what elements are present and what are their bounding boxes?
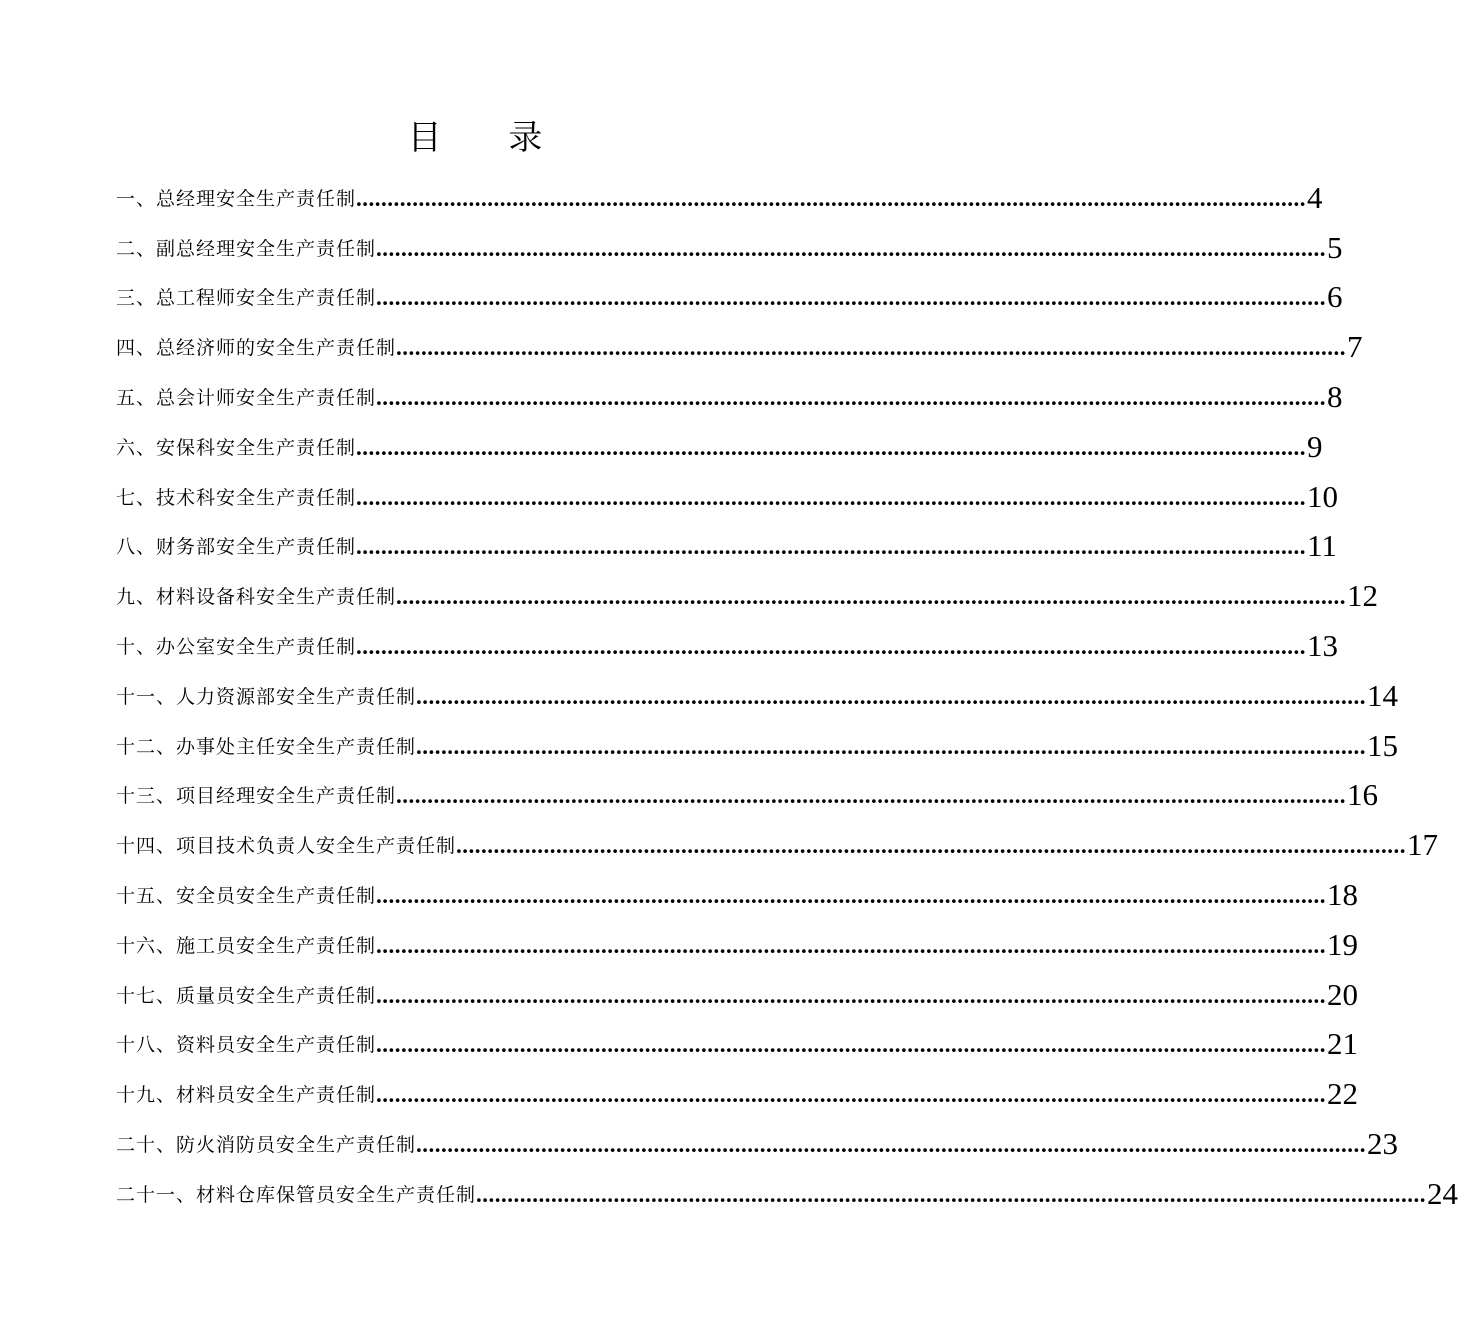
toc-entry-label: 二、副总经理安全生产责任制 [116,237,377,260]
toc-page-number: 18 [1327,876,1359,912]
toc-page-number: 5 [1327,229,1343,265]
toc-entry-label: 十三、项目经理安全生产责任制 [116,785,397,808]
toc-dot-leader: ........................................................................................................................................................ [416,733,1367,759]
toc-dot-leader: ........................................................................................................................................................ [376,1032,1327,1058]
toc-dot-leader: ........................................................................................................................................................ [356,185,1307,211]
toc-dot-leader: ........................................................................................................................................................ [356,633,1307,659]
toc-entry[interactable] [116,664,1399,714]
toc-page-number: 19 [1327,926,1359,962]
toc-page-number: 24 [1427,1175,1458,1211]
toc-entry-label: 八、财务部安全生产责任制 [116,536,357,559]
toc-entry-label: 三、总工程师安全生产责任制 [116,287,377,310]
toc-page-number: 17 [1407,827,1439,863]
toc-entry[interactable] [116,315,1363,365]
toc-dot-leader: ........................................................................................................................................................ [356,434,1307,460]
toc-dot-leader: ........................................................................................................................................................ [376,982,1327,1008]
toc-entry-label: 五、总会计师安全生产责任制 [116,386,377,409]
toc-page-number: 10 [1307,478,1339,514]
toc-page-number: 20 [1327,976,1359,1012]
toc-page-number: 6 [1327,279,1343,315]
toc-dot-leader: ........................................................................................................................................................ [356,534,1307,560]
toc-page-number: 14 [1367,677,1399,713]
toc-entry[interactable] [116,913,1359,963]
toc-entry-label: 九、材料设备科安全生产责任制 [116,586,397,609]
toc-title: 目 录 [407,118,571,158]
toc-dot-leader: ........................................................................................................................................................ [376,384,1327,410]
toc-dot-leader: ........................................................................................................................................................ [476,1181,1427,1207]
toc-entry[interactable] [116,166,1323,216]
toc-entry-label: 十七、质量员安全生产责任制 [116,984,377,1007]
toc-entry[interactable] [116,1112,1399,1162]
toc-dot-leader: ........................................................................................................................................................ [376,1082,1327,1108]
toc-entry-label: 一、总经理安全生产责任制 [116,187,357,210]
toc-entry[interactable] [116,216,1343,266]
toc-page-number: 12 [1347,578,1379,614]
toc-entry-label: 四、总经济师的安全生产责任制 [116,337,397,360]
toc-entry[interactable] [116,963,1359,1013]
toc-entry[interactable] [116,266,1343,316]
toc-entry[interactable] [116,863,1359,913]
toc-entry-label: 二十、防火消防员安全生产责任制 [116,1133,417,1156]
toc-entry-label: 十二、办事处主任安全生产责任制 [116,735,417,758]
toc-dot-leader: ........................................................................................................................................................ [416,1131,1367,1157]
toc-entry[interactable] [116,515,1337,565]
toc-entry-label: 六、安保科安全生产责任制 [116,436,357,459]
toc-page-number: 22 [1327,1076,1359,1112]
toc-entry[interactable] [116,564,1379,614]
toc-page-number: 21 [1327,1026,1359,1062]
toc-dot-leader: ........................................................................................................................................................ [376,235,1327,261]
toc-dot-leader: ........................................................................................................................................................ [356,484,1307,510]
toc-dot-leader: ........................................................................................................................................................ [396,335,1347,361]
toc-list [116,166,1458,1212]
toc-page-number: 16 [1347,777,1379,813]
toc-page-number: 15 [1367,727,1399,763]
toc-entry[interactable] [116,614,1339,664]
toc-page-number: 11 [1307,528,1337,564]
toc-entry[interactable] [116,365,1343,415]
toc-page-number: 4 [1307,179,1323,215]
toc-dot-leader: ........................................................................................................................................................ [416,683,1367,709]
toc-dot-leader: ........................................................................................................................................................ [396,584,1347,610]
toc-entry-label: 十、办公室安全生产责任制 [116,635,357,658]
toc-entry-label: 十四、项目技术负责人安全生产责任制 [116,835,457,858]
toc-page-number: 9 [1307,428,1323,464]
toc-dot-leader: ........................................................................................................................................................ [376,932,1327,958]
toc-entry[interactable] [116,1162,1458,1212]
toc-dot-leader: ........................................................................................................................................................ [396,783,1347,809]
toc-entry[interactable] [116,764,1379,814]
toc-entry-label: 十一、人力资源部安全生产责任制 [116,685,417,708]
toc-dot-leader: ........................................................................................................................................................ [376,285,1327,311]
toc-entry-label: 十五、安全员安全生产责任制 [116,884,377,907]
toc-entry[interactable] [116,1013,1359,1063]
toc-dot-leader: ........................................................................................................................................................ [456,833,1407,859]
toc-entry-label: 二十一、材料仓库保管员安全生产责任制 [116,1183,477,1206]
toc-entry-label: 十九、材料员安全生产责任制 [116,1084,377,1107]
toc-entry[interactable] [116,714,1399,764]
toc-entry-label: 十八、资料员安全生产责任制 [116,1034,377,1057]
toc-entry[interactable] [116,415,1323,465]
toc-page-number: 13 [1307,627,1339,663]
toc-entry[interactable] [116,1062,1359,1112]
toc-entry[interactable] [116,813,1439,863]
toc-page-number: 8 [1327,378,1343,414]
toc-entry-label: 七、技术科安全生产责任制 [116,486,357,509]
toc-entry[interactable] [116,465,1339,515]
toc-page-number: 23 [1367,1125,1399,1161]
toc-entry-label: 十六、施工员安全生产责任制 [116,934,377,957]
toc-dot-leader: ........................................................................................................................................................ [376,882,1327,908]
toc-page-number: 7 [1347,329,1363,365]
